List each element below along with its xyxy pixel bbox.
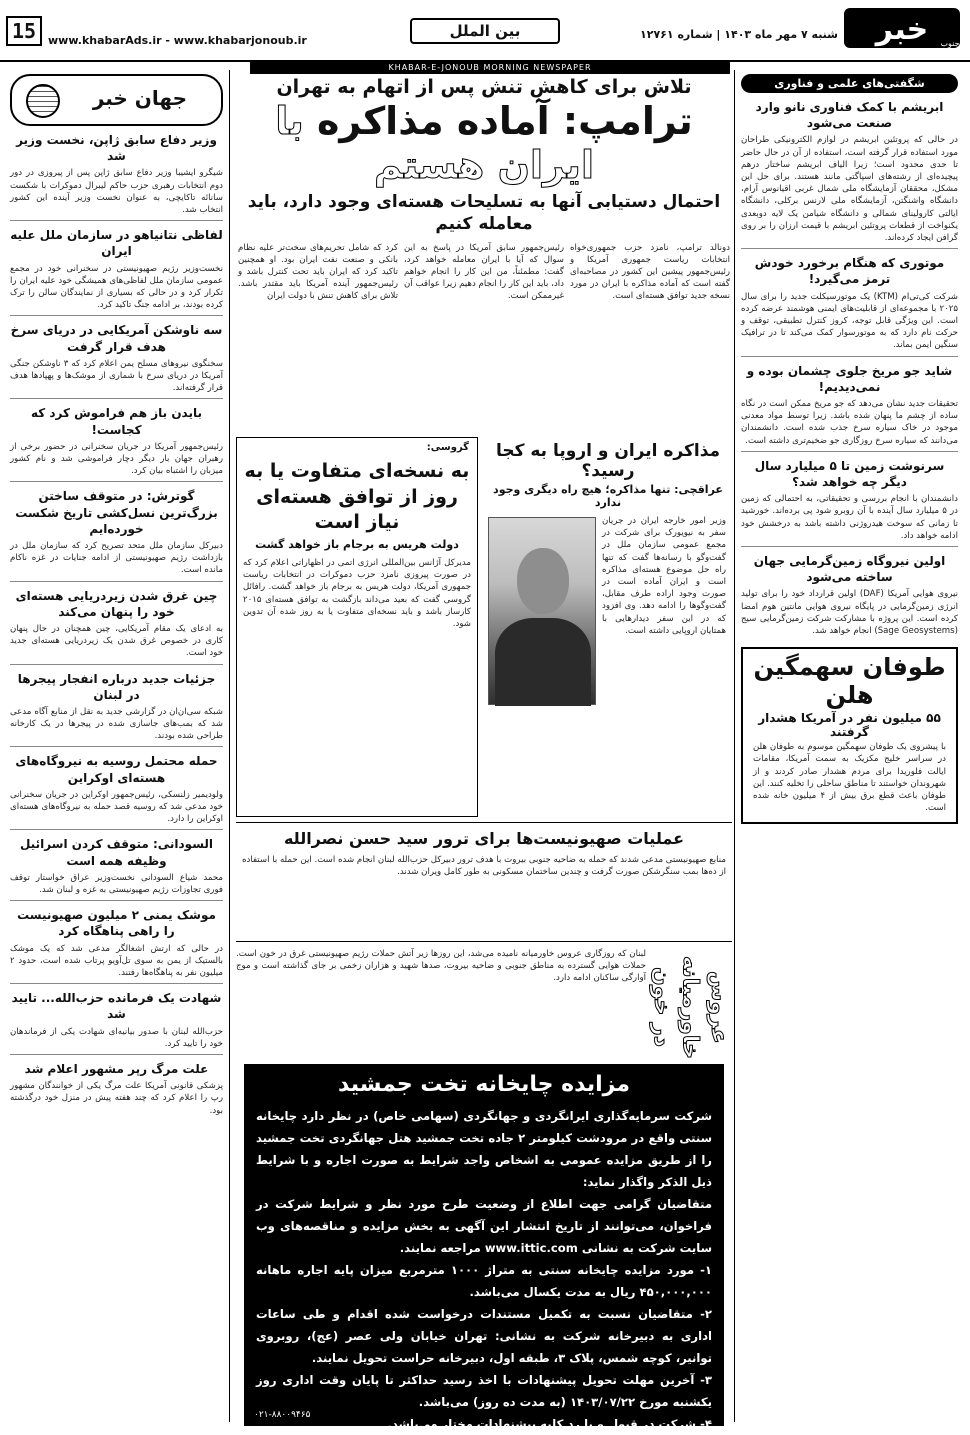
araghchi-article [484,437,732,817]
article-divider [741,546,958,547]
nasrallah-title: عملیات صهیونیست‌ها برای ترور سید حسن نصرالله [283,829,685,848]
auction-item: ۳- آخرین مهلت تحویل پیشنهادات با اخذ رسید حداکثر تا پایان وقت اداری روز یکشنبه مورخ ۱۴۰۳/۰۷/۲۲ (به مدت ده روز) می‌باشد. [256,1373,712,1410]
world-news-title: جهان خبر [92,86,187,110]
science-article-body: تحقیقات جدید نشان می‌دهد که جو مریخ ممکن است در نگاه ساده از چشم ما پنهان شده باشد. زیرا توسط مواد معدنی موجود در خاک سیاره سرخ جذب شده است. دانشمندان می‌دانند که سیاره سرخ روزگاری جو ضخیم‌تری داشته است. [741,398,958,446]
article-divider [10,398,223,399]
world-article-title: چین غرق شدن زیردریایی هسته‌ای خود را پنهان می‌کند [15,588,218,619]
auction-notice: متقاضیان گرامی جهت اطلاع از وضعیت طرح مورد نظر و شرایط شرکت در فراخوان، می‌توانند از تاریخ انتشار این آگهی به بخش مزایده و مناقصه‌های وب سایت شرکت به نشانی www.ittic.com مراجعه نمایند. [256,1197,712,1256]
page-number: 15 [6,16,42,46]
article-divider [10,1054,223,1055]
auction-item: ۴- شرکت در قبول و یا رد کلیه پیشنهادات مختار می‌باشد. [387,1417,712,1432]
science-article-list [735,99,964,637]
world-article-title: موشک یمنی ۲ میلیون صهیونیست را راهی پناهگاه کرد [17,908,216,939]
world-article-title: گوترش: در متوقف ساختن بزرگ‌ترین نسل‌کشی تاریخ شکست خورده‌ایم [15,489,218,536]
article-divider [10,983,223,984]
masthead [0,0,970,62]
world-article-body: ولودیمیر زلنسکی، رئیس‌جمهور اوکراین در جریان سخنرانی خود مدعی شد که روسیه قصد حمله به نیروگاه‌های هسته‌ای اوکراین را دارد. [10,789,223,825]
dateline: شنبه ۷ مهر ماه ۱۴۰۳ | شماره ۱۲۷۶۱ [640,28,838,41]
science-article-body: دانشمندان با انجام بررسی و تحقیقاتی، به احتمالی که زمین در ۵ میلیارد سال آینده با آن روبرو شود پی برده‌اند. خورشید تا زمانی که سوخت هیدروژنی داشته باشد به درخشش خود ادامه خواهد داد. [741,494,958,541]
logo-text: خبر [875,12,929,47]
storm-body: با پیشروی یک طوفان سهمگین موسوم به طوفان هلن در سراسر خلیج مکزیک به سمت آمریکا، مقامات ایالت فلوریدا برای مردم هشدار صادر کردند و از شهروندان خواستند تا مناطق ساحلی را تخلیه کنند. این طوفان باعث قطع برق بیش از ۴ میلیون خانه شده است. [753,742,946,814]
auction-phone: ۰۲۱-۸۸۰۰۹۴۶۵ [254,1410,311,1420]
article-divider [10,829,223,830]
lead-paragraph: کرد که شامل تحریم‌های سخت‌تر علیه نظام بانکی و صنعت نفت ایران بود. او همچنین تاکید کرد که ایران باید تحت کنترل باشد و رئیس‌جمهور آینده آمریکا باید مقتدر باشد. تلاش برای کاهش تنش با دولت ایران [238,242,398,302]
world-article-body: شیگرو ایشیبا وزیر دفاع سابق ژاپن پس از پیروزی در دور دوم انتخابات رهبری حزب حاکم لیبرال دموکرات با شکست سانائه تاکایچی، به عنوان نخست وزیر آینده این کشور انتخاب شد. [10,168,223,215]
article-divider [10,900,223,901]
world-article-title: شهادت یک فرمانده حزب‌الله... تایید شد [11,991,222,1022]
world-article-title: لفاظی نتانیاهو در سازمان ملل علیه ایران [10,228,223,259]
world-article-title: السودانی: متوقف کردن اسرائیل وظیفه همه است [19,837,214,868]
portrait-head [517,548,569,614]
auction-intro: شرکت سرمایه‌گذاری ایرانگردی و جهانگردی (سهامی خاص) در نظر دارد چایخانه سنتی واقع در مرودشت کیلومتر ۲ جاده تخت جمشید هتل جهانگردی تخت جمشید را از طریق مزایده عمومی به اشخاص واجد شرایط به صورت اجاره و با شرایط ذیل الذکر واگذار نماید: [256,1109,712,1190]
nasrallah-body: منابع صهیونیستی مدعی شدند که حمله به ضاحیه جنوبی بیروت با هدف ترور دبیرکل حزب‌الله لبنان انجام شده است. این حمله با استفاده از ده‌ها بمب سنگرشکن صورت گرفت و چندین ساختمان مسکونی به طور کامل ویران شدند. [242,855,726,878]
lead-body [238,242,730,303]
world-article-body: محمد شیاع السودانی نخست‌وزیر عراق خواستار توقف فوری تجاوزات رژیم صهیونیستی به غزه و لبنان شد. [10,872,223,896]
lead-paragraph: رئیس‌جمهور سابق آمریکا در پاسخ به این سوال که آیا با ایران معامله خواهد کرد، گفت: مطمئناً، من این کار را انجام خواهم داد، باید این کار را انجام دهیم زیرا عواقب آن غیرممکن است. [404,242,564,302]
article-divider [10,581,223,582]
world-article-title: وزیر دفاع سابق ژاپن، نخست وزیر شد [16,133,217,164]
world-article-body: سخنگوی نیروهای مسلح یمن اعلام کرد که ۳ ناوشکن جنگی آمریکا در دریای سرخ با شماری از موشک‌ها و پهپادها هدف قرار گرفته‌اند. [10,358,223,394]
world-article-title: بایدن باز هم فراموش کرد که کجاست! [30,406,203,437]
storm-title: طوفان سهمگین هلن [753,653,946,710]
world-article-body: پزشکی قانونی آمریکا علت مرگ یکی از خوانندگان مشهور رپ را اعلام کرد که چند هفته پیش در منزل خود درگذشته بود. [10,1081,223,1116]
world-article-title: علت مرگ رپر مشهور اعلام شد [24,1062,209,1077]
auction-item: ۲- متقاضیان نسبت به تکمیل مستندات درخواست شده اقدام و طی ساعات اداری به دبیرخانه شرکت به نشانی: تهران خیابان ولی عصر (عج)، روبروی توانیر، کوچه شمس، پلاک ۳، طبقه اول، دبیرخانه حراست تحویل نمایند. [256,1307,712,1366]
world-news-banner [10,74,223,126]
lead-kicker: تلاش برای کاهش تنش پس از اتهام به تهران [276,76,692,98]
world-article-body: به ادعای یک مقام آمریکایی، چین همچنان در حال پنهان کاری در خصوص غرق شدن یک زیردریایی هسته‌ای جدید خود است. [10,623,223,659]
araghchi-body: وزیر امور خارجه ایران در جریان سفر به نیویورک برای شرکت در مجمع عمومی سازمان ملل در گفت‌وگو با رسانه‌ها گفت که تنها راه حل موضوع هسته‌ای مذاکره است و ایران آماده است در صورت وجود اراده طرف مقابل، گفت‌وگوها را ادامه دهد. وی افزود که در این سفر دیدارهایی با همتایان اروپایی داشته است. [602,516,726,636]
nasrallah-article [236,822,732,942]
lead-headline-part1: ترامپ: آماده مذاکره [317,99,693,143]
world-article-body: در حالی که ارتش اشغالگر مدعی شد که یک موشک بالستیک از یمن به سوی تل‌آویو پرتاب شده است، حدود ۲ میلیون نفر به پناهگاه‌ها رفتند. [10,943,223,979]
auction-item: ۱- مورد مزایده چایخانه سنتی به متراژ ۱۰۰۰ مترمربع میزان پایه اجاره ماهانه ۴۵۰,۰۰۰,۰۰۰ ریال به مدت یکسال می‌باشد. [256,1263,712,1300]
globe-icon [26,84,60,118]
article-divider [741,356,958,357]
section-title: بین الملل [410,18,560,44]
lead-deck: احتمال دستیابی آنها به تسلیحات هسته‌ای وجود دارد، باید معامله کنیم [247,192,721,235]
lead-headline [236,100,732,187]
grossi-kicker: گروسی: [426,442,469,453]
world-article-title: سه ناوشکن آمریکایی در دریای سرخ هدف قرار گرفت [10,323,223,354]
world-article-body: شبکه سی‌ان‌ان در گزارشی جدید به نقل از منابع آگاه مدعی شد که بمب‌های جاسازی شده در پیجرها در یک کارخانه طراحی شده بودند. [10,706,223,742]
lebanon-body: لبنان که روزگاری عروس خاورمیانه نامیده می‌شد، این روزها زیر آتش حملات رژیم صهیونیستی غرق در خون است. حملات هوایی گسترده به مناطق جنوبی و ضاحیه بیروت، صدها شهید و هزاران زخمی بر جای گذاشته است و موج آوارگی ساکنان ادامه دارد. [236,949,646,984]
science-article-title: ابریشم با کمک فناوری نانو وارد صنعت می‌شود [755,100,944,131]
world-article-body: حزب‌الله لبنان با صدور بیانیه‌ای شهادت یکی از فرماندهان خود را تایید کرد. [10,1026,223,1049]
araghchi-title: مذاکره ایران و اروپا به کجا رسید؟ [495,441,721,481]
auction-advertisement [244,1064,724,1432]
article-divider [10,664,223,665]
grossi-title: به نسخه‌ای متفاوت یا به روز از توافق هسته‌ای نیاز است [244,460,470,534]
grossi-subtitle: دولت هریس به برجام باز خواهد گشت [255,537,459,551]
grossi-article [236,437,478,817]
article-divider [741,248,958,249]
site-urls[interactable]: www.khabarAds.ir - www.khabarjonoub.ir [48,34,307,47]
world-article-body: رئیس‌جمهور آمریکا در جریان سخنرانی در حضور برخی از رهبران جهان بار دیگر دچار فراموشی شد و نام کشور میزبان را اشتباه بیان کرد. [10,441,223,477]
auction-items [256,1259,712,1435]
world-article-title: حمله محتمل روسیه به نیروگاه‌های هسته‌ای اوکراین [15,754,218,785]
lebanon-title: عروس خاورمیانه در خون [648,955,731,1059]
lebanon-body-wrap [236,948,646,985]
world-article-body: نخست‌وزیر رژیم صهیونیستی در سخنرانی خود در مجمع عمومی سازمان ملل لفاظی‌های همیشگی خود علیه ایران را تکرار کرد و در حالی که بسیاری از نمایندگان سالن را ترک کرده بودند، بر ادامه جنگ تاکید کرد. [10,263,223,311]
article-divider [10,746,223,747]
science-article-title: اولین نیروگاه زمین‌گرمایی جهان ساخته می‌شود [753,553,946,585]
science-article-title: موتوری که هنگام برخورد خودش ترمز می‌گیرد! [754,256,945,287]
science-article-body: نیروی هوایی آمریکا (DAF) اولین قرارداد خود را برای تولید انرژی زمین‌گرمایی در پایگاه نیروی هوایی مانتین هوم امضا کرده است. این پروژه با مشارکت شرکت زمین‌گرمایی سیج (Sage Geosystems) انجام خواهد شد. [741,589,958,636]
science-article-title: شاید جو مریخ جلوی چشمان بوده و نمی‌دیدیم! [746,363,953,394]
world-news-column [4,70,230,1422]
science-article-body: در حالی که پروتئین ابریشم در لوازم الکترونیکی طراحان مورد استفاده قرار گرفته است، استفاده از آن در حال حاضر تا حدی محدود است؛ زیرا الیاف ابریشم ساختار درهم پیچیده‌ای از رشته‌های اسپاگتی مانند هستند. برای حل این مشکل، محققان آزمایشگاه ملی شمال غربی اقیانوس آرام، دانشگاه واشنگتن، آزمایشگاه ملی لارنس برکلی، دانشگاه ایالتی کارولینای شمالی و دانشگاه شیامن یک لایه دوبعدی یکنواخت از قطعات پروتئین ابریشم با قیمت ارزان را بر روی گرافن ایجاد کرده‌اند. [741,135,958,243]
world-article-body: دبیرکل سازمان ملل متحد تصریح کرد که سازمان ملل در بازداشت رژیم صهیونیستی از ادامه جنایات در غزه ناکام مانده است. [10,540,223,576]
science-column-title: شگفتی‌های علمی و فناوری [741,74,958,93]
logo-sub: جنوب [940,39,960,48]
english-subtitle-bar: KHABAR-E-JONOUB MORNING NEWSPAPER [250,62,730,74]
lead-headline-part2: با ایران هستم [275,99,594,187]
newspaper-logo [842,2,962,54]
article-divider [10,481,223,482]
world-article-title: جزئیات جدید درباره انفجار پیجرها در لبنان [17,671,216,702]
science-column [734,70,964,1422]
article-divider [741,451,958,452]
article-divider [10,220,223,221]
araghchi-subtitle: عراقچی: تنها مذاکره؛ هیچ راه دیگری وجود ندارد [493,483,723,509]
lead-paragraph: دونالد ترامپ، نامزد حزب جمهوری‌خواه انتخابات ریاست جمهوری آمریکا و رئیس‌جمهور پیشین این کشور در مصاحبه‌ای گفته است که آماده مذاکره با ایران در مورد نسخه جدید توافق هسته‌ای است. [570,242,730,302]
science-article-body: شرکت کی‌تی‌ام (KTM) یک موتورسیکلت جدید را برای سال ۲۰۲۵ با مجموعه‌ای از قابلیت‌های ایمنی هوشمند عرضه کرده است. این ویژگی قابل توجه، کروز کنترل تطبیقی، توقف و حرکت نام دارد که به موتورسوار کمک می‌کند تا در ترافیک سنگین ایمن بماند. [741,291,959,351]
world-article-list [4,132,229,1117]
science-article-title: سرنوشت زمین تا ۵ میلیارد سال دیگر چه خواهد شد؟ [754,458,945,489]
auction-title: مزایده چایخانه تخت جمشید [338,1072,630,1097]
article-divider [10,315,223,316]
portrait-photo [488,517,596,705]
storm-box [741,647,958,824]
lebanon-article [236,948,732,1068]
grossi-body: مدیرکل آژانس بین‌المللی انرژی اتمی در اظهاراتی اعلام کرد که در صورت پیروزی نامزد حزب دموکرات در انتخابات ریاست جمهوری آمریکا، دولت هریس به برجام باز خواهد گشت. رافائل گروسی گفت که بعید می‌داند بازگشت به توافق هسته‌ای ۲۰۱۵ کارساز باشد و باید نسخه‌ای متفاوت یا به روز شده آن تدوین شود. [243,557,471,629]
portrait-shoulders [495,618,591,706]
storm-subtitle: ۵۵ میلیون نفر در آمریکا هشدار گرفتند [758,711,941,740]
